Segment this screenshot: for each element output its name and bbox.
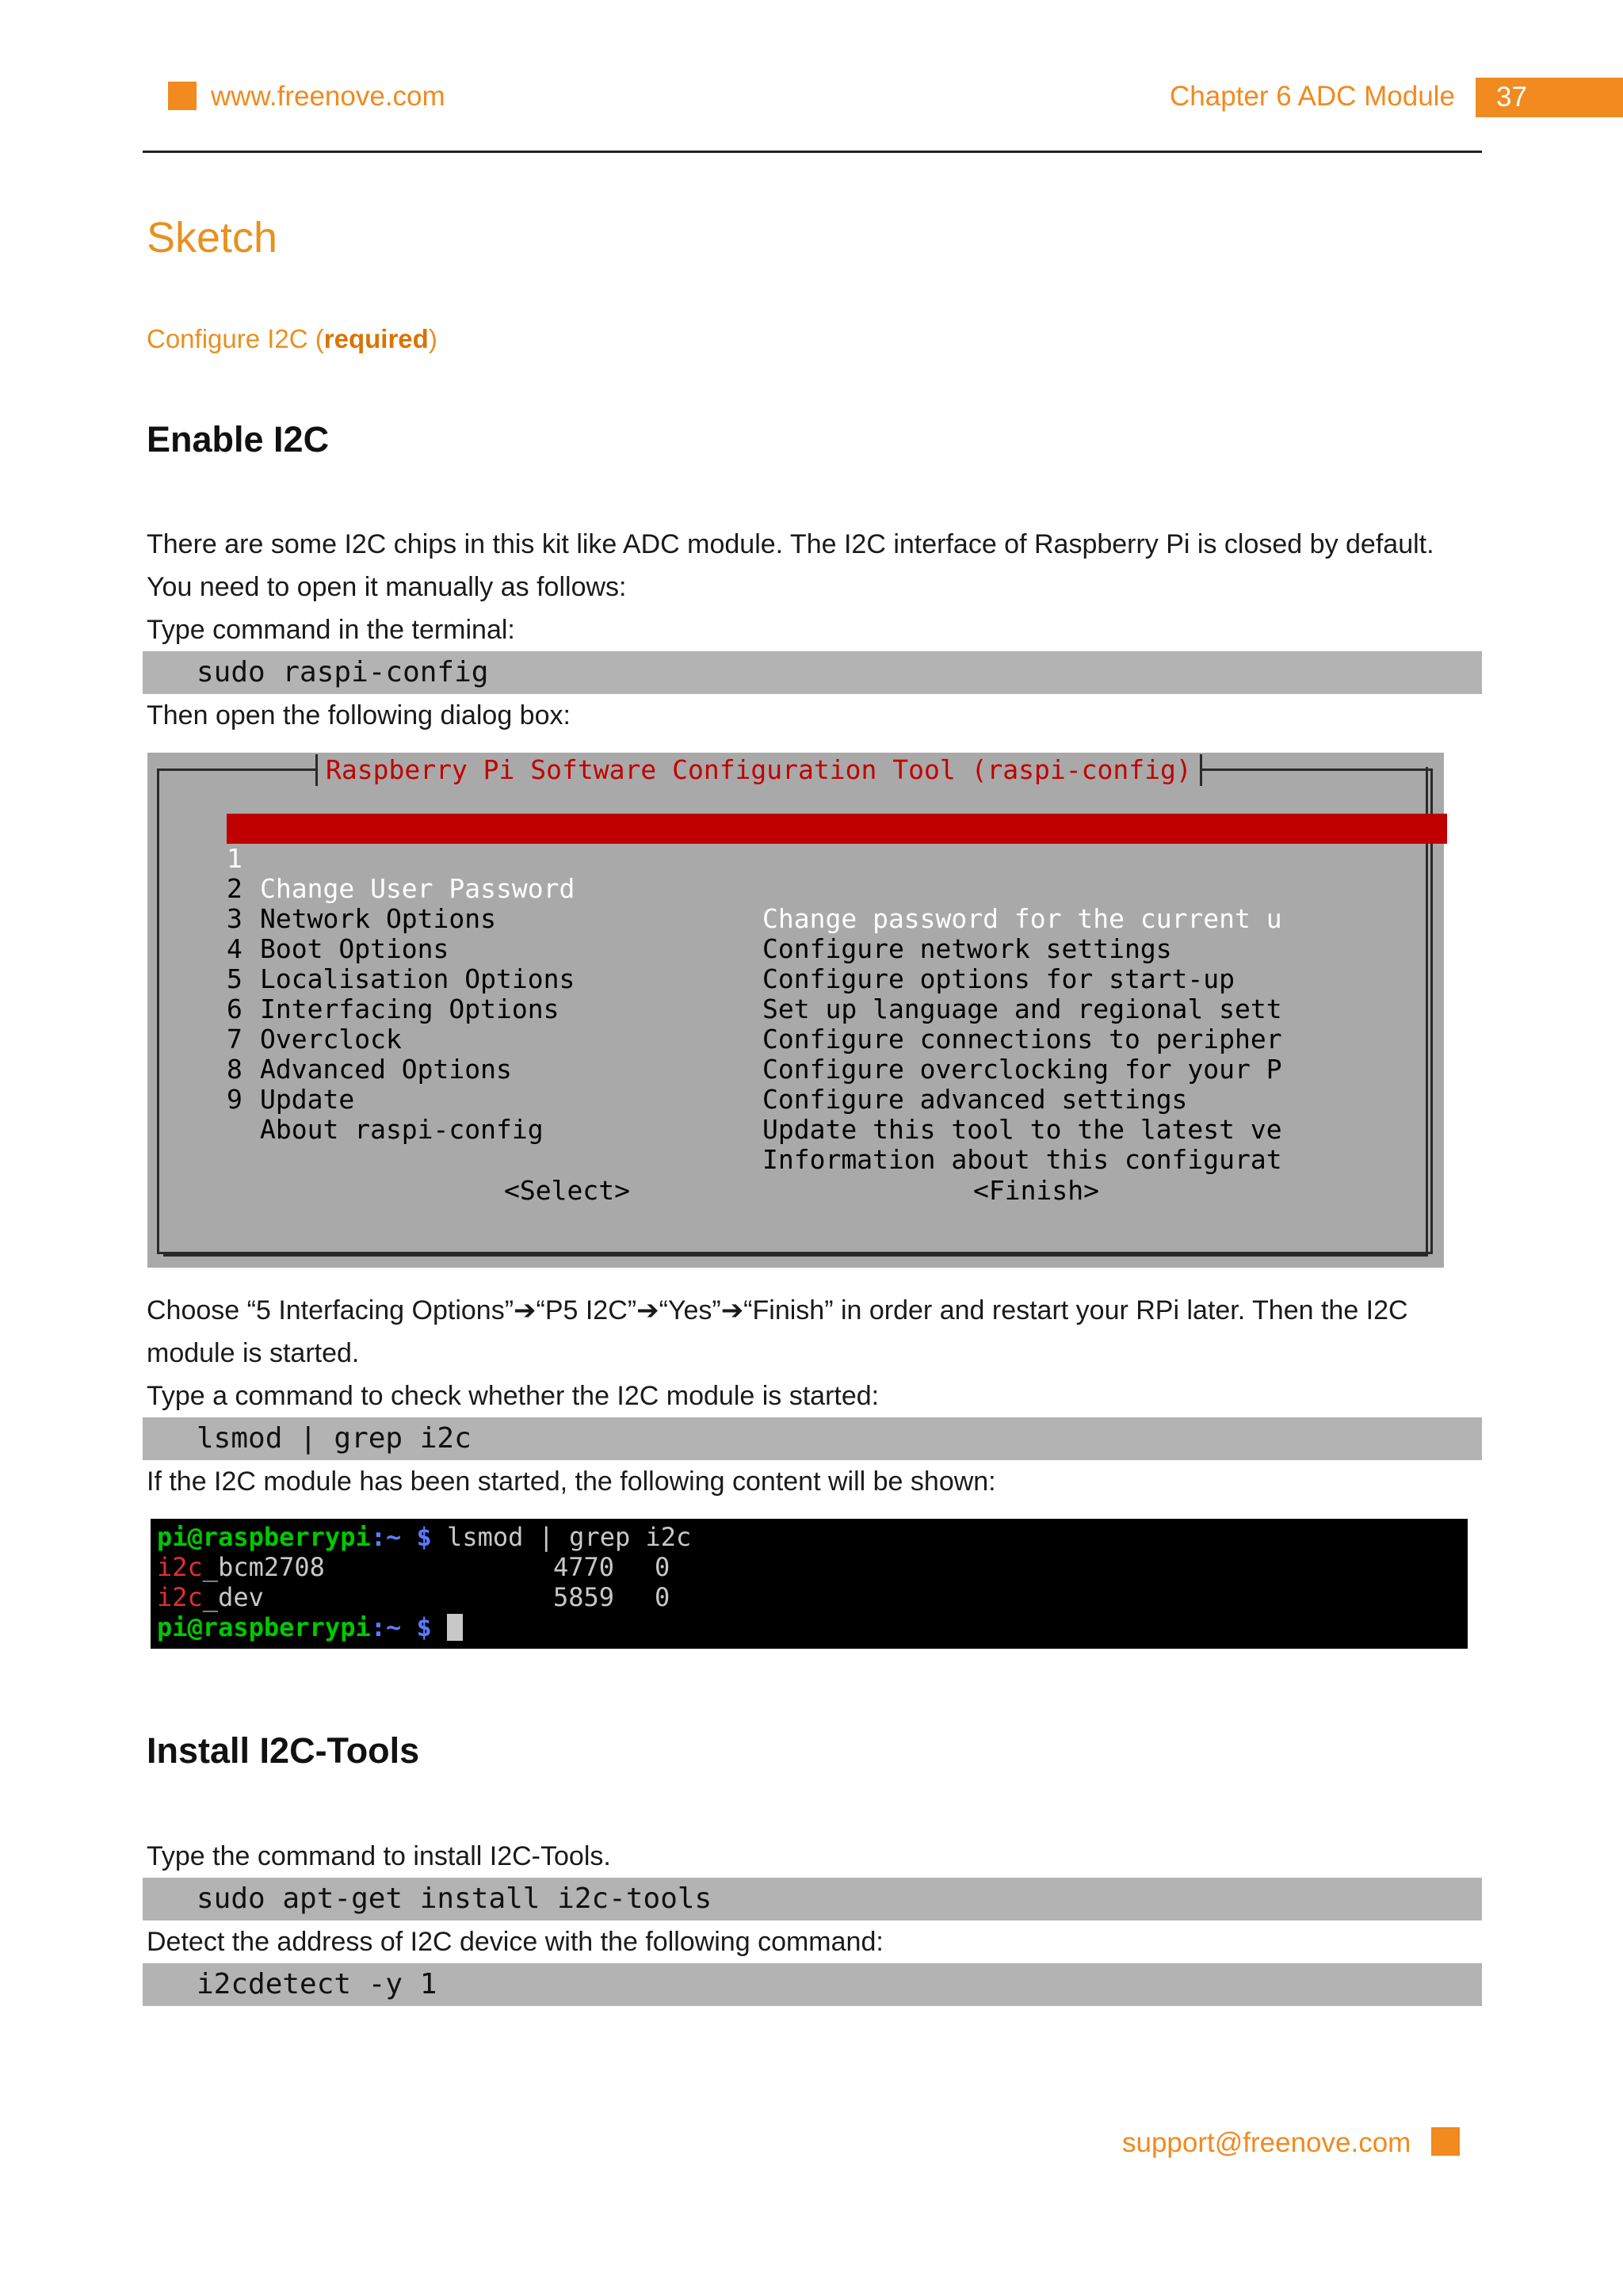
paragraph-choose-line1: Choose “5 Interfacing Options”➔“P5 I2C”➔“Yes”➔“Finish” in order and restart your RPi later. Then the I2C — [147, 1295, 1408, 1325]
configure-required: required — [323, 324, 429, 353]
paragraph-intro-line2: You need to open it manually as follows: — [147, 572, 627, 602]
header-divider — [143, 151, 1482, 153]
menu-item-label: Interfacing Options — [260, 994, 559, 1024]
footer-logo-square — [1431, 2127, 1460, 2156]
menu-item-number: 1 — [227, 843, 242, 874]
menu-item-number: 8 — [227, 1054, 242, 1085]
menu-item-number: 6 — [227, 994, 242, 1024]
code-sudo-raspi-config: sudo raspi-config — [143, 651, 1482, 694]
module-used: 0 — [655, 1552, 670, 1582]
paragraph-intro-line1: There are some I2C chips in this kit like ADC module. The I2C interface of Raspberry Pi is closed by default. — [147, 529, 1434, 559]
menu-item-description: Configure connections to peripher — [762, 1024, 1282, 1055]
paragraph-type-command: Type command in the terminal: — [147, 615, 515, 645]
header-logo-square — [168, 82, 197, 110]
paragraph-content-shown: If the I2C module has been started, the following content will be shown: — [147, 1466, 996, 1497]
terminal-cursor — [447, 1614, 463, 1641]
code-i2cdetect: i2cdetect -y 1 — [143, 1963, 1482, 2006]
paragraph-choose-line2: module is started. — [147, 1338, 360, 1368]
menu-item-number: 5 — [227, 963, 242, 994]
terminal-prompt: pi@raspberrypi — [157, 1522, 371, 1552]
dialog-title: Raspberry Pi Software Configuration Tool (raspi-config) — [326, 754, 1192, 785]
paragraph-detect-address: Detect the address of I2C device with the following command: — [147, 1927, 884, 1957]
menu-item-label: Advanced Options — [260, 1054, 512, 1085]
terminal-screenshot — [151, 1519, 1468, 1649]
menu-item-number: 4 — [227, 933, 242, 964]
code-apt-get-install: sudo apt-get install i2c-tools — [143, 1878, 1482, 1920]
module-used: 0 — [655, 1582, 670, 1612]
terminal-path: :~ $ — [370, 1522, 432, 1552]
terminal-command: lsmod | grep i2c — [431, 1522, 692, 1552]
module-size: 5859 — [553, 1582, 615, 1612]
section-title-sketch: Sketch — [147, 214, 278, 261]
menu-item-label: Boot Options — [260, 933, 449, 964]
select-button[interactable]: <Select> — [504, 1175, 630, 1206]
menu-item-number: 9 — [227, 1084, 242, 1115]
subsection-configure-i2c — [147, 323, 437, 355]
module-prefix: i2c — [157, 1582, 203, 1612]
terminal-line-i2c-bcm2708 — [157, 1552, 670, 1582]
header-page-number: 37 — [1476, 78, 1623, 117]
menu-item-label: Localisation Options — [260, 963, 575, 994]
menu-item-number: 7 — [227, 1024, 242, 1055]
menu-item-description: Update this tool to the latest ve — [762, 1114, 1282, 1145]
terminal-prompt: pi@raspberrypi — [157, 1612, 371, 1642]
menu-item-description: Information about this configurat — [762, 1144, 1282, 1175]
menu-item-label: Change User Password — [260, 873, 575, 904]
header-chapter-title: Chapter 6 ADC Module — [1170, 81, 1455, 112]
menu-item-description: Configure network settings — [762, 933, 1172, 964]
menu-item-number: 3 — [227, 903, 242, 934]
module-name: _bcm2708 — [202, 1552, 325, 1582]
menu-item-description: Configure overclocking for your P — [762, 1054, 1282, 1085]
code-lsmod-grep: lsmod | grep i2c — [143, 1417, 1482, 1460]
menu-item-label: About raspi-config — [260, 1114, 544, 1145]
menu-item-label: Update — [260, 1084, 355, 1115]
configure-prefix: Configure I2C ( — [147, 324, 324, 353]
terminal-line-prompt — [157, 1612, 463, 1642]
paragraph-install-tools: Type the command to install I2C-Tools. — [147, 1841, 611, 1871]
finish-button[interactable]: <Finish> — [973, 1175, 1099, 1206]
paragraph-check-module: Type a command to check whether the I2C module is started: — [147, 1381, 880, 1411]
module-name: _dev — [202, 1582, 264, 1612]
footer-support-email[interactable]: support@freenove.com — [1122, 2127, 1411, 2158]
menu-item-label: Network Options — [260, 903, 497, 934]
menu-item-description: Change password for the current u — [762, 903, 1282, 934]
header-site-link[interactable]: www.freenove.com — [211, 81, 445, 112]
paragraph-open-dialog: Then open the following dialog box: — [147, 700, 571, 730]
terminal-path: :~ $ — [370, 1612, 432, 1642]
menu-item-description: Set up language and regional sett — [762, 994, 1282, 1024]
menu-item-number: 2 — [227, 873, 242, 904]
configure-suffix: ) — [428, 324, 437, 353]
module-size: 4770 — [553, 1552, 615, 1582]
dialog-title-box — [315, 754, 1202, 786]
terminal-line-command — [157, 1522, 691, 1552]
module-prefix: i2c — [157, 1552, 203, 1582]
menu-item-label: Overclock — [260, 1024, 402, 1055]
terminal-line-i2c-dev — [157, 1582, 670, 1612]
raspi-config-screenshot — [147, 753, 1444, 1268]
menu-item-description: Configure options for start-up — [762, 963, 1235, 994]
heading-install-i2c-tools: Install I2C-Tools — [147, 1730, 420, 1771]
menu-item-description: Configure advanced settings — [762, 1084, 1188, 1115]
heading-enable-i2c: Enable I2C — [147, 419, 330, 460]
